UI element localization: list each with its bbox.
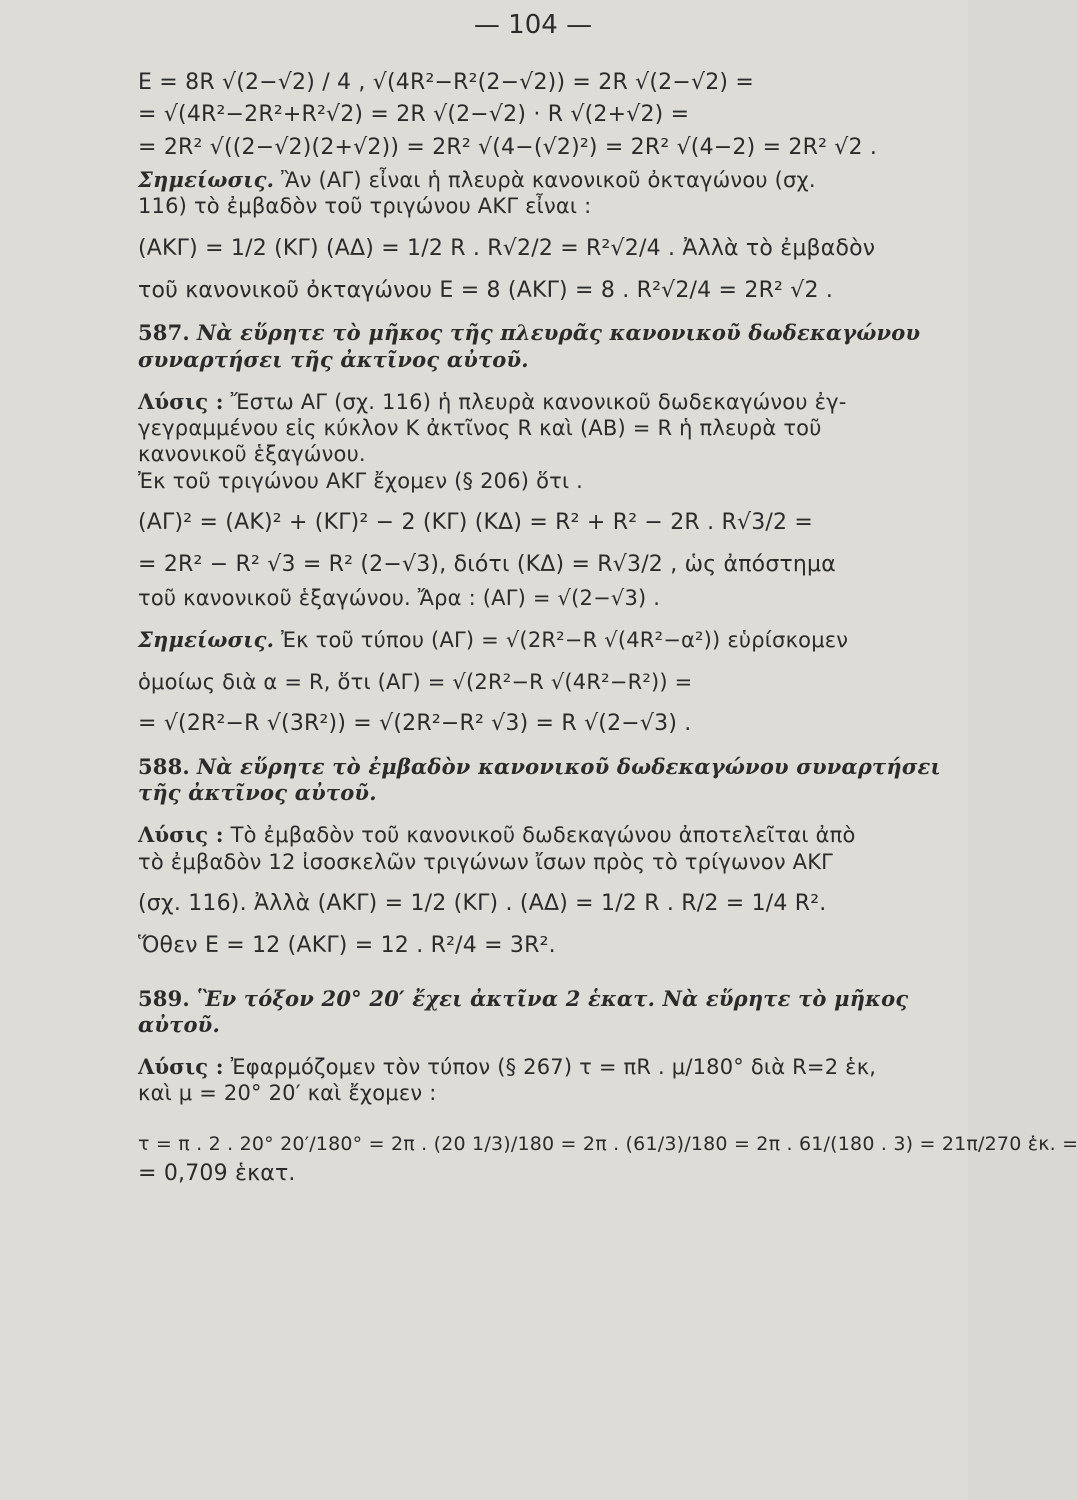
- problem-number: 587.: [138, 320, 190, 346]
- solution-text: Ἔστω ΑΓ (σχ. 116) ἡ πλευρὰ κανονικοῦ δωδεκαγώνου ἐγ-: [230, 389, 847, 414]
- equation-line: = 2R² √((2−√2)(2+√2)) = 2R² √(4−(√2)²) = 2R² √(4−2) = 2R² √2 .: [138, 134, 878, 160]
- equation-line: (σχ. 116). Ἀλλὰ (ΑΚΓ) = 1/2 (ΚΓ) . (ΑΔ) = 1/2 R . R/2 = 1/4 R².: [138, 890, 827, 916]
- problem-text: αὐτοῦ.: [138, 1011, 220, 1037]
- problem-text: Νὰ εὕρητε τὸ μῆκος τῆς πλευρᾶς κανονικοῦ δωδεκαγώνου: [196, 320, 921, 346]
- solution-paragraph: [138, 389, 908, 415]
- note-text: ὁμοίως διὰ α = R, ὅτι (ΑΓ) = √(2R²−R √(4R²−R²)) =: [138, 670, 693, 695]
- equation-line: (ΑΚΓ) = 1/2 (ΚΓ) (ΑΔ) = 1/2 R . R√2/2 = R²√2/4 . Ἀλλὰ τὸ ἐμβαδὸν: [138, 235, 876, 261]
- problem-text: συναρτήσει τῆς ἀκτῖνος αὐτοῦ.: [138, 346, 529, 372]
- solution-text: τὸ ἐμβαδὸν 12 ἰσοσκελῶν τριγώνων ἴσων πρὸς τὸ τρίγωνον ΑΚΓ: [138, 849, 834, 874]
- note-label: Σημείωσις.: [138, 626, 275, 652]
- solution-text: κανονικοῦ ἑξαγώνου.: [138, 442, 366, 467]
- equation-line: τοῦ κανονικοῦ ἑξαγώνου. Ἄρα : (ΑΓ) = √(2−√3) .: [138, 585, 661, 610]
- problem-text: Νὰ εὕρητε τὸ ἐμβαδὸν κανονικοῦ δωδεκαγώνου συναρτήσει: [196, 753, 941, 779]
- equation-line: E = 8R √(2−√2) / 4 , √(4R²−R²(2−√2)) = 2R √(2−√2) =: [138, 70, 754, 95]
- solution-label: Λύσις :: [138, 388, 224, 414]
- equation-line: (ΑΓ)² = (ΑΚ)² + (ΚΓ)² − 2 (ΚΓ) (ΚΔ) = R² + R² − 2R . R√3/2 =: [138, 509, 814, 535]
- solution-label: Λύσις :: [138, 822, 224, 848]
- problem-text: τῆς ἀκτῖνος αὐτοῦ.: [138, 780, 377, 806]
- solution-label: Λύσις :: [138, 1054, 224, 1080]
- equation-line: = 0,709 ἑκατ.: [138, 1161, 296, 1187]
- note-paragraph: [138, 627, 908, 653]
- equation-line: τ = π . 2 . 20° 20′/180° = 2π . (20 1/3)/180 = 2π . (61/3)/180 = 2π . 61/(180 . 3) = 21π/270 ἑκ. =: [138, 1132, 1078, 1155]
- equation-line: Ὅθεν Ε = 12 (ΑΚΓ) = 12 . R²/4 = 3R².: [138, 933, 556, 959]
- solution-text: Ἐκ τοῦ τριγώνου ΑΚΓ ἔχομεν (§ 206) ὅτι .: [138, 468, 584, 493]
- solution-paragraph: [138, 822, 908, 848]
- note-text: Ἐκ τοῦ τύπου (ΑΓ) = √(2R²−R √(4R²−α²)) εὑρίσκομεν: [281, 627, 849, 652]
- problem-number: 588.: [138, 753, 190, 779]
- note-text: Ἂν (ΑΓ) εἶναι ἡ πλευρὰ κανονικοῦ ὀκταγώνου (σχ.: [281, 168, 816, 193]
- equation-line: = √(4R²−2R²+R²√2) = 2R √(2−√2) · R √(2+√2) =: [138, 102, 690, 128]
- equation-line: = 2R² − R² √3 = R² (2−√3), διότι (ΚΔ) = R√3/2 , ὡς ἀπόστημα: [138, 552, 836, 578]
- problem-588: [138, 753, 941, 780]
- solution-paragraph: [138, 1054, 908, 1080]
- equation-line: = √(2R²−R √(3R²)) = √(2R²−R² √3) = R √(2−√3) .: [138, 711, 692, 737]
- problem-text: Ἓν τόξον 20° 20′ ἔχει ἀκτῖνα 2 ἑκατ. Νὰ εὕρητε τὸ μῆκος: [196, 985, 909, 1011]
- equation-line: τοῦ κανονικοῦ ὀκταγώνου Ε = 8 (ΑΚΓ) = 8 . R²√2/4 = 2R² √2 .: [138, 278, 834, 304]
- problem-number: 589.: [138, 985, 190, 1011]
- solution-text: Ἐφαρμόζομεν τὸν τύπον (§ 267) τ = πR . μ/180° διὰ R=2 ἑκ,: [230, 1055, 877, 1080]
- note-paragraph: [138, 167, 908, 193]
- note-label: Σημείωσις.: [138, 167, 275, 193]
- solution-text: γεγραμμένου εἰς κύκλον Κ ἀκτῖνος R καὶ (ΑΒ) = R ἡ πλευρὰ τοῦ: [138, 416, 822, 441]
- solution-text: Τὸ ἐμβαδὸν τοῦ κανονικοῦ δωδεκαγώνου ἀποτελεῖται ἀπὸ: [230, 823, 856, 848]
- page-number: — 104 —: [473, 10, 593, 40]
- solution-text: καὶ μ = 20° 20′ καὶ ἔχομεν :: [138, 1081, 437, 1106]
- problem-589: [138, 986, 908, 1012]
- problem-587: [138, 320, 921, 346]
- note-text: 116) τὸ ἐμβαδὸν τοῦ τριγώνου ΑΚΓ εἶναι :: [138, 194, 592, 219]
